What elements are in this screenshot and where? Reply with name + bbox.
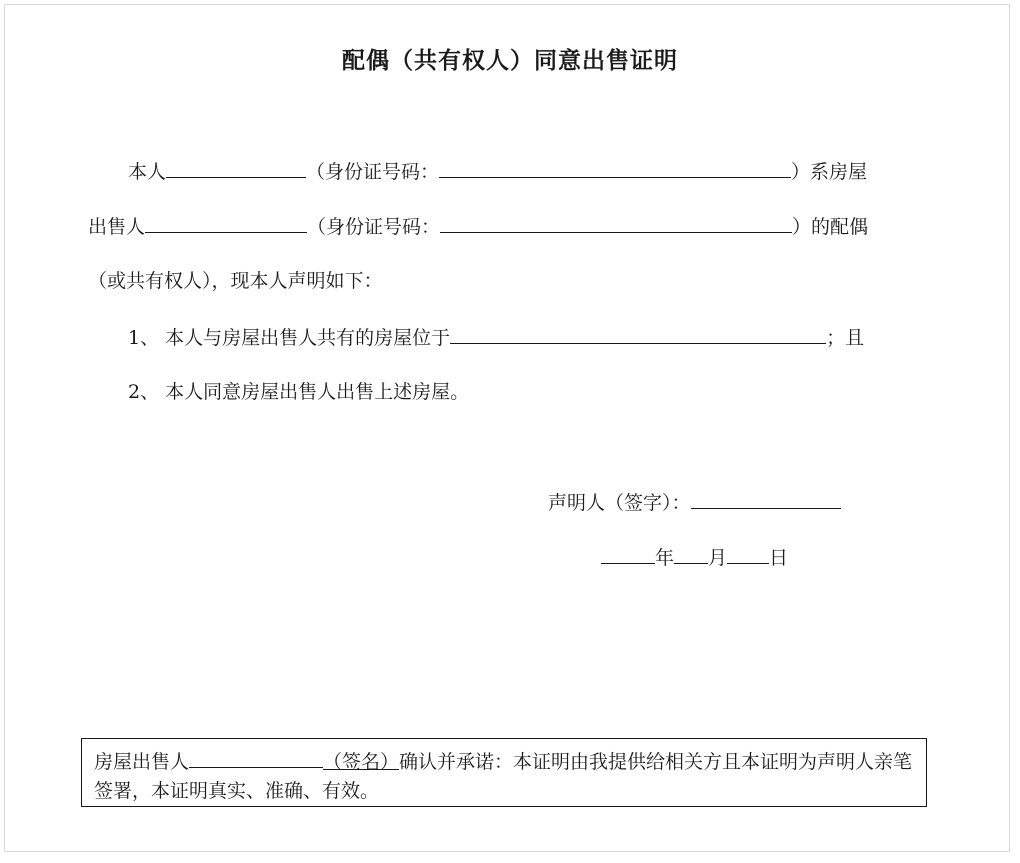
para-line-2: [88, 212, 868, 240]
notice-seller-label: 房屋出售人: [94, 751, 190, 773]
page-border: [4, 4, 1010, 852]
self-name-blank[interactable]: [166, 157, 306, 178]
seller-label: 出售人: [88, 216, 146, 238]
notice-sign-label: （签名）: [323, 751, 400, 773]
self-id-blank[interactable]: [439, 157, 791, 178]
seller-confirmation-box: [81, 738, 927, 807]
item-1: [128, 323, 864, 351]
id-number-label: （身份证号码：: [306, 161, 440, 183]
document-title: 配偶（共有权人）同意出售证明: [342, 48, 678, 74]
seller-name-blank[interactable]: [145, 212, 307, 233]
signature-line: [548, 488, 841, 516]
day-label: 日: [769, 547, 789, 569]
day-blank[interactable]: [727, 543, 769, 564]
item-1-text: 本人与房屋出售人共有的房屋位于: [165, 327, 451, 349]
notice-seller-signature-blank[interactable]: [189, 745, 323, 768]
item-1-tail: ；且: [826, 327, 865, 349]
declarant-signature-blank[interactable]: [691, 488, 841, 509]
month-label: 月: [708, 547, 728, 569]
para-line-1: [128, 157, 867, 185]
month-blank[interactable]: [674, 543, 708, 564]
para-line-3: （或共有权人），现本人声明如下：: [88, 270, 383, 292]
item-2: [128, 378, 469, 406]
year-blank[interactable]: [601, 543, 655, 564]
seller-id-label: （身份证号码：: [307, 216, 441, 238]
relation-label: ）系房屋: [791, 161, 868, 183]
notice-statement: 确认并承诺：本证明由我提供给相关方且本证明为声明人亲笔签署，本证明真实、准确、有效。: [94, 751, 913, 802]
spouse-label: ）的配偶: [792, 216, 869, 238]
property-location-blank[interactable]: [450, 323, 826, 344]
item-2-text: 本人同意房屋出售人出售上述房屋。: [165, 381, 470, 403]
declarant-signature-label: 声明人（签字）：: [548, 492, 691, 514]
year-label: 年: [655, 547, 675, 569]
seller-id-blank[interactable]: [440, 212, 792, 233]
self-label: 本人: [128, 161, 167, 183]
date-line: [601, 543, 788, 571]
item-1-number: 1、: [128, 327, 160, 349]
item-2-number: 2、: [128, 381, 160, 403]
